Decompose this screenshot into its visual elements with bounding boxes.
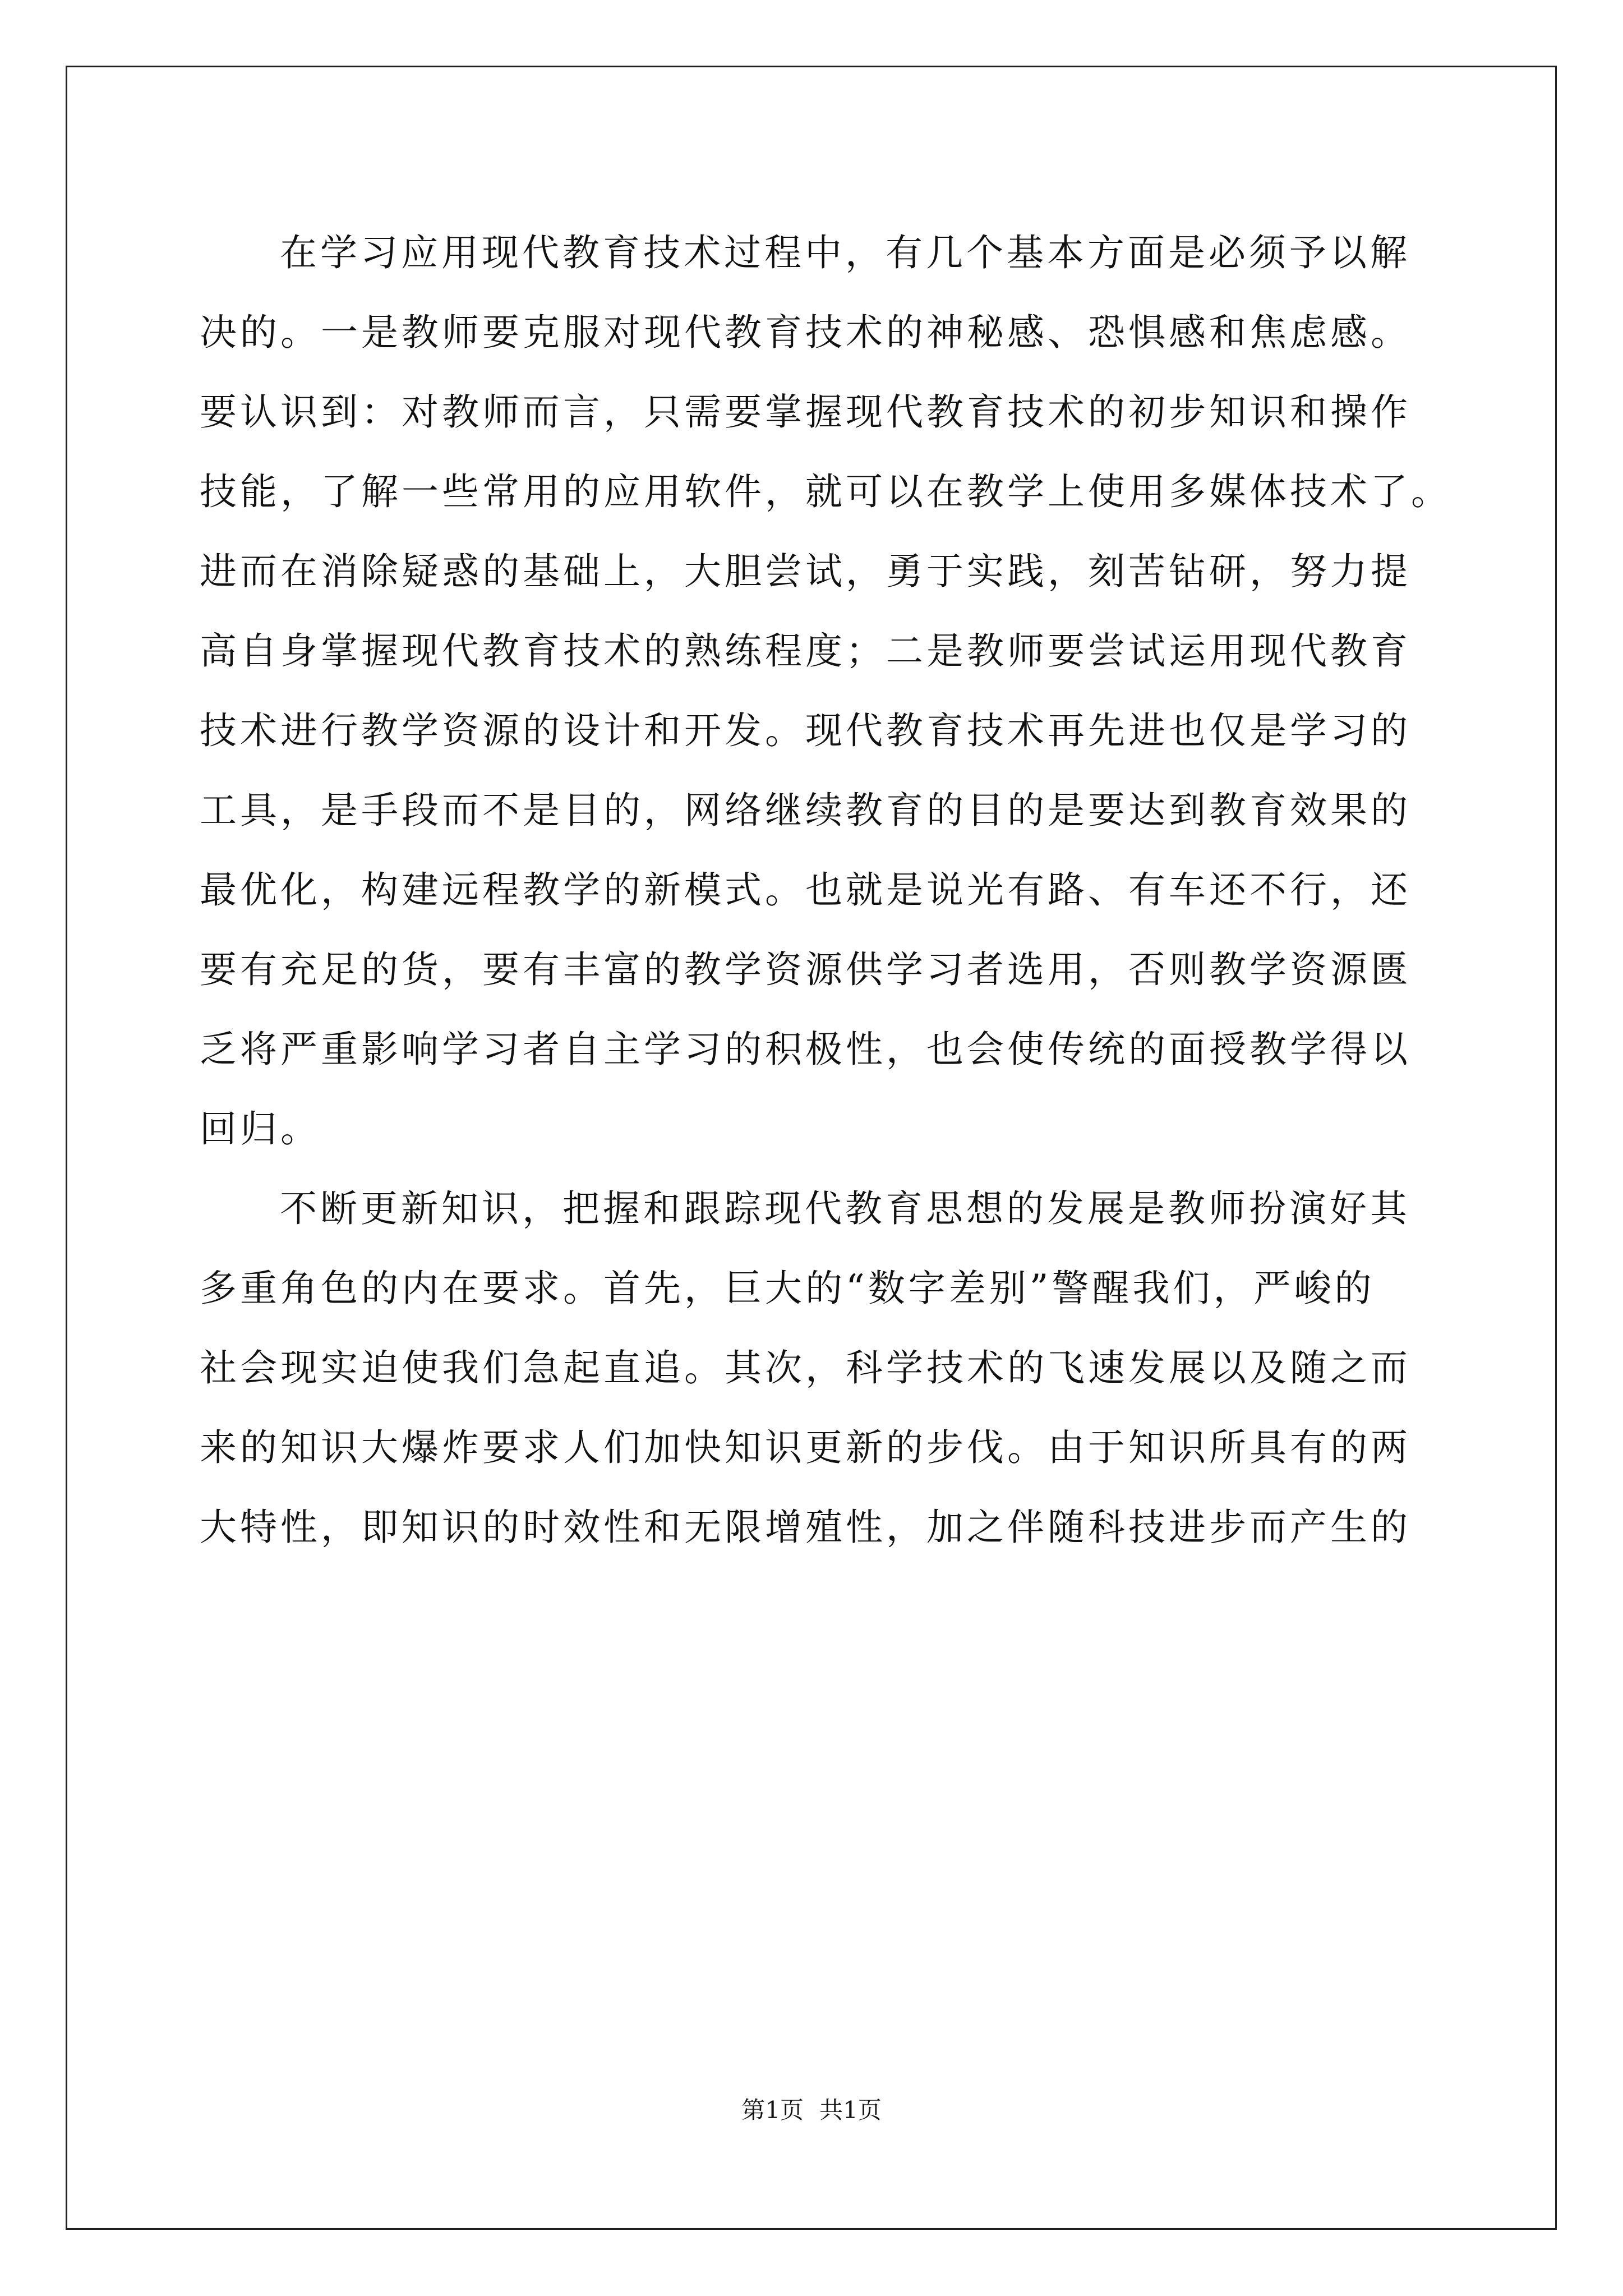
paragraph-1-line-9: 最优化，构建远程教学的新模式。也就是说光有路、有车还不行，还: [200, 868, 1411, 912]
paragraph-1-line-4: 技能，了解一些常用的应用软件，就可以在教学上使用多媒体技术了。: [200, 470, 1451, 513]
paragraph-1-line-7: 技术进行教学资源的设计和开发。现代教育技术再先进也仅是学习的: [200, 709, 1411, 752]
paragraph-2-line-4: 来的知识大爆炸要求人们加快知识更新的步伐。由于知识所具有的两: [200, 1426, 1411, 1469]
paragraph-1-line-8: 工具，是手段而不是目的，网络继续教育的目的是要达到教育效果的: [200, 789, 1411, 832]
paragraph-1-line-2: 决的。一是教师要克服对现代教育技术的神秘感、恐惧感和焦虑感。: [200, 311, 1411, 354]
page-total: 共1页: [819, 2096, 882, 2124]
paragraph-2-line-5: 大特性，即知识的时效性和无限增殖性，加之伴随科技进步而产生的: [200, 1506, 1411, 1549]
paragraph-1-line-3: 要认识到：对教师而言，只需要掌握现代教育技术的初步知识和操作: [200, 390, 1411, 434]
paragraph-1-line-1: 在学习应用现代教育技术过程中，有几个基本方面是必须予以解: [280, 231, 1410, 274]
paragraph-2-line-3: 社会现实迫使我们急起直追。其次，科学技术的飞速发展以及随之而: [200, 1346, 1411, 1389]
paragraph-1-line-10: 要有充足的货，要有丰富的教学资源供学习者选用，否则教学资源匮: [200, 948, 1411, 991]
page-number: 第1页: [741, 2096, 804, 2124]
paragraph-1-line-11: 乏将严重影响学习者自主学习的积极性，也会使传统的面授教学得以: [200, 1028, 1411, 1071]
paragraph-1-line-5: 进而在消除疑惑的基础上，大胆尝试，勇于实践，刻苦钻研，努力提: [200, 550, 1411, 593]
paragraph-2-line-1: 不断更新知识，把握和跟踪现代教育思想的发展是教师扮演好其: [280, 1187, 1410, 1230]
paragraph-1-line-12: 回归。: [200, 1107, 321, 1151]
paragraph-1-line-6: 高自身掌握现代教育技术的熟练程度；二是教师要尝试运用现代教育: [200, 629, 1411, 673]
page-footer: [0, 2093, 1623, 2127]
paragraph-2-line-2: 多重角色的内在要求。首先，巨大的“数字差别”警醒我们，严峻的: [200, 1267, 1375, 1310]
